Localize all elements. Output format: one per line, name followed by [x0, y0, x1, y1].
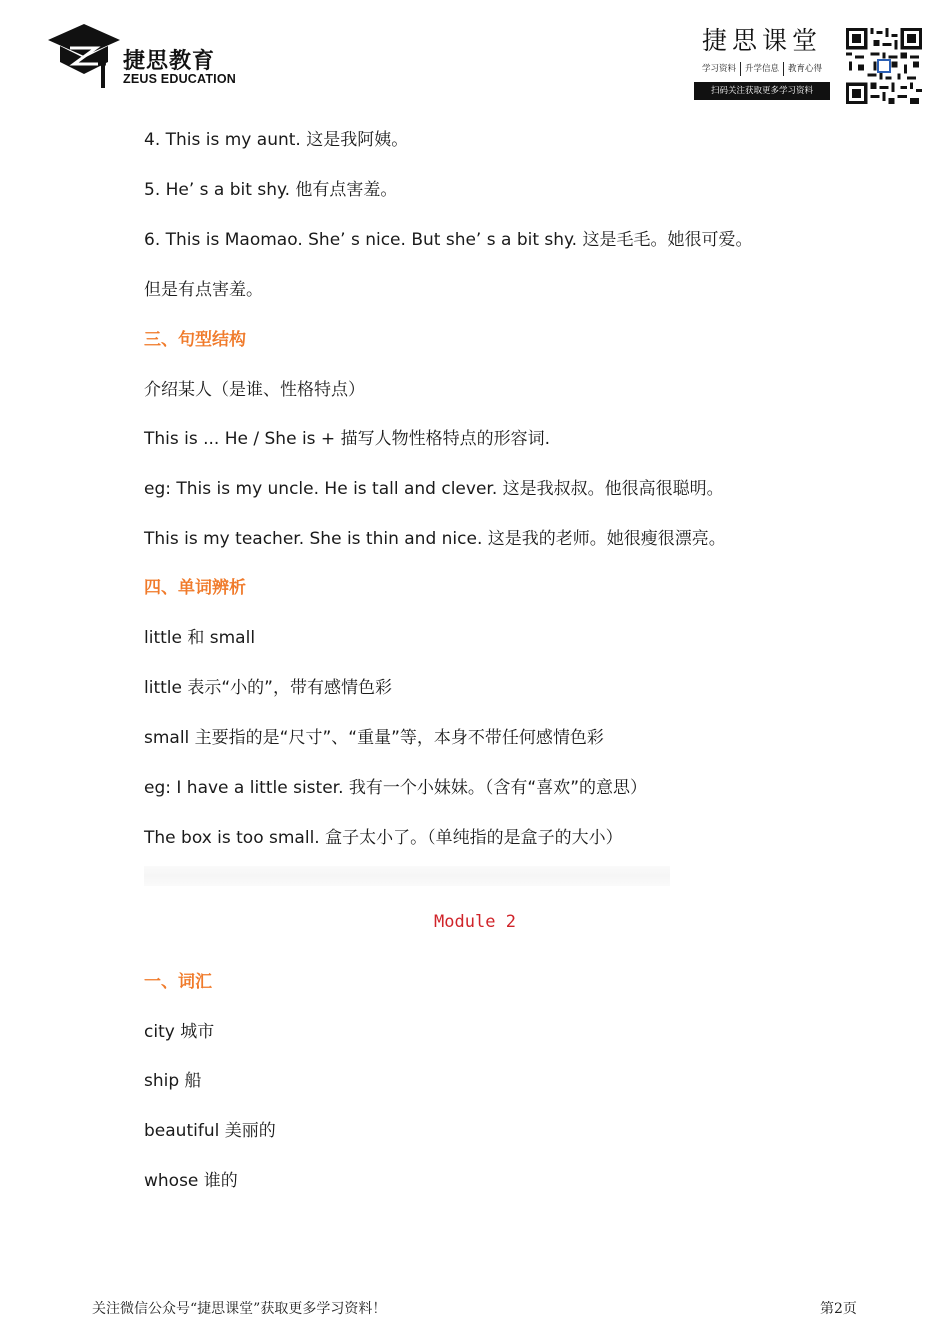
text-line: 6. This is Maomao. She’ s nice. But she’ s a bit shy. 这是毛毛。她很可爱。: [144, 230, 753, 250]
footer-promo: 关注微信公众号“捷思课堂”获取更多学习资料！: [92, 1301, 387, 1317]
logo-chinese-name: 捷思教育: [123, 49, 216, 74]
text-line: eg: This is my uncle. He is tall and clever. 这是我叔叔。他很高很聪明。: [144, 479, 724, 499]
text-line: 介绍某人（是谁、性格特点）: [144, 380, 365, 400]
text-line: 4. This is my aunt. 这是我阿姨。: [144, 130, 409, 150]
qr-code-icon[interactable]: [846, 28, 922, 104]
text-line: little 表示“小的”，带有感情色彩: [144, 678, 392, 698]
brand-tag: 教育心得: [788, 64, 823, 74]
faint-divider: [144, 866, 670, 886]
text-line: eg: I have a little sister. 我有一个小妹妹。（含有“喜欢”的意思）: [144, 778, 648, 798]
vocab-item: city 城市: [144, 1022, 215, 1042]
section-heading-vocabulary: 一、词汇: [144, 972, 212, 992]
text-line: This is my teacher. She is thin and nice. 这是我的老师。她很瘦很漂亮。: [144, 529, 726, 549]
section-heading-sentence-structure: 三、句型结构: [144, 330, 246, 350]
brand-title: 捷思课堂: [701, 26, 822, 55]
module-title: Module 2: [434, 912, 516, 932]
text-line: This is ... He / She is + 描写人物性格特点的形容词.: [144, 429, 550, 449]
text-line: small 主要指的是“尺寸”、“重量”等，本身不带任何感情色彩: [144, 728, 604, 748]
text-line: little 和 small: [144, 628, 256, 648]
brand-tags: [694, 62, 830, 76]
vocab-item: whose 谁的: [144, 1171, 238, 1191]
page-number: 第2页: [820, 1301, 857, 1317]
text-line: 但是有点害羞。: [144, 280, 263, 300]
text-line: 5. He’ s a bit shy. 他有点害羞。: [144, 180, 398, 200]
brand-tag: 升学信息: [744, 64, 779, 74]
text-line: The box is too small. 盒子太小了。（单纯指的是盒子的大小）: [144, 828, 623, 848]
brand-tag: 学习资料: [701, 64, 736, 74]
jiesi-ketang-brand: [694, 24, 830, 100]
logo-english-name: ZEUS EDUCATION: [123, 72, 236, 86]
zeus-education-logo: [46, 22, 246, 92]
vocab-item: beautiful 美丽的: [144, 1121, 276, 1141]
graduation-cap-icon: [46, 22, 122, 92]
section-heading-word-analysis: 四、单词辨析: [144, 578, 246, 598]
brand-scan-bar: 扫码关注获取更多学习资料: [694, 82, 830, 100]
vocab-item: ship 船: [144, 1071, 202, 1091]
